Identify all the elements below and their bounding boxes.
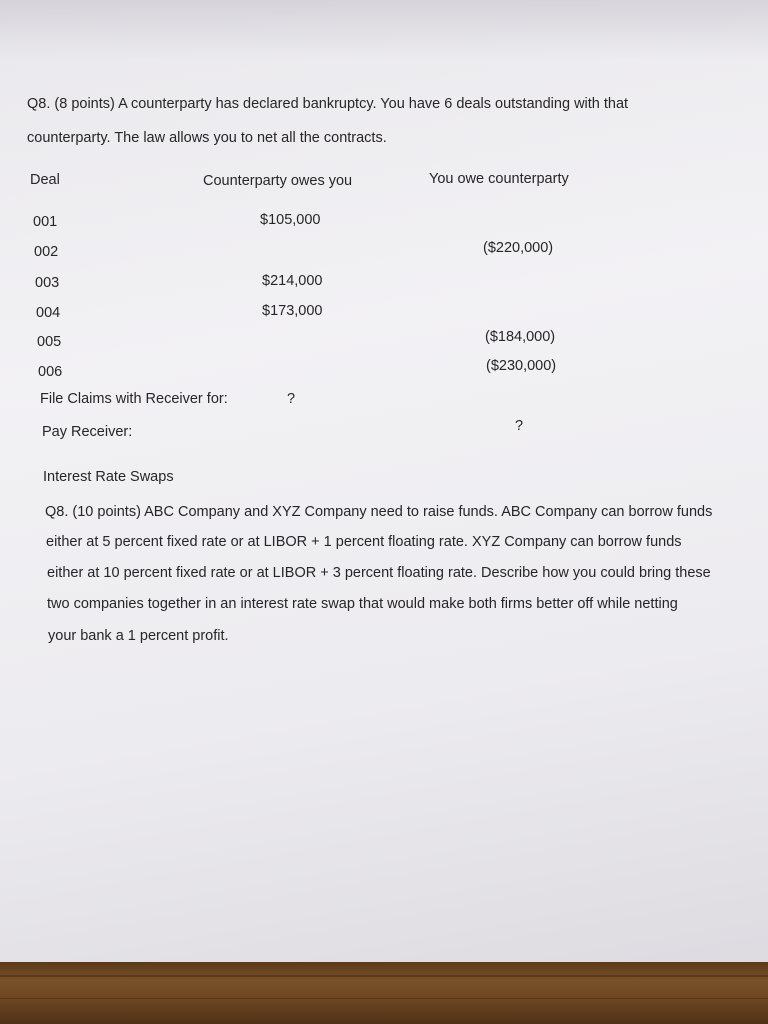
- owes-you-value: $105,000: [260, 212, 321, 228]
- swaps-line-3: either at 10 percent fixed rate or at LIBOR + 3 percent floating rate. Describe how you could bring these: [47, 565, 711, 581]
- deal-id: 004: [36, 305, 61, 321]
- swaps-line-2: either at 5 percent fixed rate or at LIBOR + 1 percent floating rate. XYZ Company can borrow funds: [46, 534, 682, 550]
- desk-grain: [0, 998, 768, 999]
- desk-grain: [0, 975, 768, 977]
- paper-shadow: [0, 0, 768, 60]
- deal-id: 005: [37, 334, 62, 350]
- deal-id: 006: [38, 364, 63, 380]
- q8a-line-1: Q8. (8 points) A counterparty has declared bankruptcy. You have 6 deals outstanding with that: [27, 96, 629, 112]
- swaps-line-1: Q8. (10 points) ABC Company and XYZ Company need to raise funds. ABC Company can borrow funds: [45, 504, 713, 520]
- deal-id: 002: [34, 244, 59, 260]
- section-heading: Interest Rate Swaps: [43, 469, 174, 485]
- header-you-owe: You owe counterparty: [429, 171, 569, 187]
- header-owes-you: Counterparty owes you: [203, 173, 353, 189]
- wooden-desk: [0, 962, 768, 1024]
- owes-you-value: $214,000: [262, 273, 323, 289]
- header-deal: Deal: [30, 172, 60, 188]
- you-owe-value: ($184,000): [485, 329, 556, 345]
- deal-id: 001: [33, 214, 58, 230]
- pay-receiver-label: Pay Receiver:: [42, 424, 133, 440]
- swaps-line-4: two companies together in an interest rate swap that would make both firms better off while netting: [47, 596, 678, 612]
- you-owe-value: ($220,000): [483, 240, 554, 256]
- q8a-line-2: counterparty. The law allows you to net all the contracts.: [27, 130, 387, 146]
- pay-receiver-value: ?: [515, 418, 524, 434]
- you-owe-value: ($230,000): [486, 358, 557, 374]
- deal-id: 003: [35, 275, 60, 291]
- file-claims-label: File Claims with Receiver for:: [40, 391, 228, 407]
- file-claims-value: ?: [287, 391, 296, 407]
- swaps-line-5: your bank a 1 percent profit.: [48, 628, 229, 644]
- owes-you-value: $173,000: [262, 303, 323, 319]
